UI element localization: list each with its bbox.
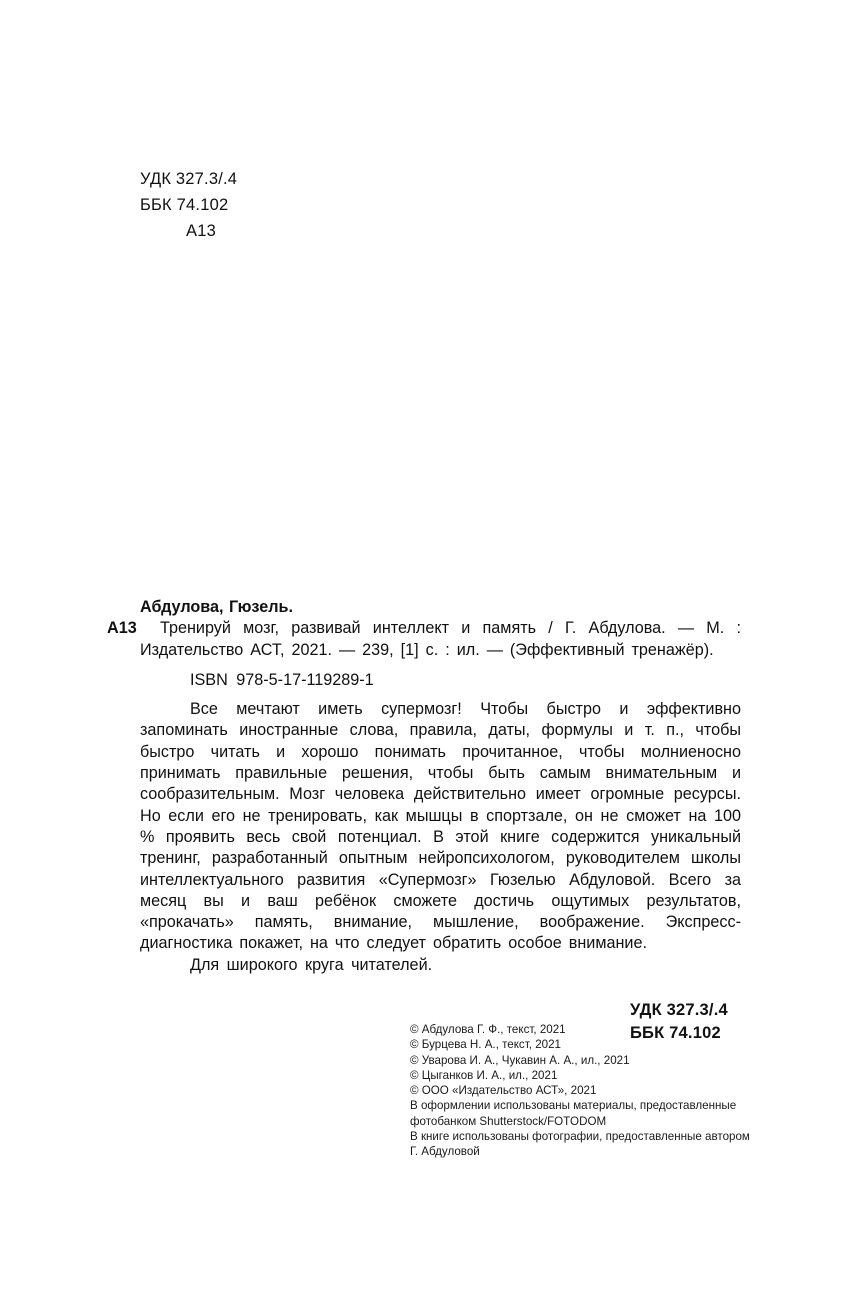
- audience-line: Для широкого круга читателей.: [190, 955, 433, 974]
- top-bibliographic-codes: [140, 166, 237, 244]
- catalog-entry-text: Тренируй мозг, развивай интеллект и память / Г. Абдулова. — М. : Издательство АСТ, 2021. — 239, [1] с. : ил. — (Эффективный тренажёр).: [140, 619, 741, 659]
- copyright-line: © Цыганков И. А., ил., 2021: [410, 1068, 558, 1082]
- copyright-note: В книге использованы фотографии, предоставленные автором Г. Абдуловой: [410, 1130, 750, 1159]
- udk-code-right: УДК 327.3/.4: [630, 1001, 728, 1019]
- copyright-line: © Бурцева Н. А., текст, 2021: [410, 1038, 561, 1052]
- catalog-entry: [107, 618, 741, 661]
- copyright-line: © Абдулова Г. Ф., текст, 2021: [410, 1023, 566, 1036]
- bbk-code-top: ББК 74.102: [140, 196, 229, 214]
- udk-code-top: УДК 327.3/.4: [140, 170, 238, 188]
- author-heading: Абдулова, Гюзель.: [140, 598, 293, 616]
- annotation-paragraph: Все мечтают иметь супермозг! Чтобы быстро и эффективно запоминать иностранные слова, правила, даты, формулы и т. п., чтобы быстро читать и хорошо понимать прочитанное, чтобы молниеносно принимать правильные решения, чтобы быть самым внимательным и сообразительным. Мозг человека действительно имеет огромные ресурсы. Но если его не тренировать, как мышцы в спортзале, он не сможет на 100 % проявить весь свой потенциал. В этой книге содержится уникальный тренинг, разработанный опытным нейропсихологом, руководителем школы интеллектуального развития «Супермозг» Гюзелью Абдуловой. Всего за месяц вы и ваш ребёнок сможете достичь ощутимых результатов, «прокачать» память, внимание, мышление, воображение. Экспресс-диагностика покажет, на что следует обратить особое внимание.: [140, 700, 741, 953]
- bbk-code-right: ББК 74.102: [630, 1024, 721, 1042]
- catalog-card: [107, 597, 741, 976]
- isbn: ISBN 978-5-17-119289-1: [190, 670, 374, 689]
- copyright-line: © ООО «Издательство АСТ», 2021: [410, 1084, 597, 1098]
- copyright-block: [410, 1022, 750, 1160]
- author-sign-top: А13: [186, 222, 216, 240]
- copyright-note: В оформлении использованы материалы, предоставленные фотобанком Shutterstock/FOTODOM: [410, 1099, 737, 1128]
- copyright-line: © Уварова И. А., Чукавин А. А., ил., 2021: [410, 1053, 630, 1067]
- author-sign-entry: А13: [107, 619, 137, 638]
